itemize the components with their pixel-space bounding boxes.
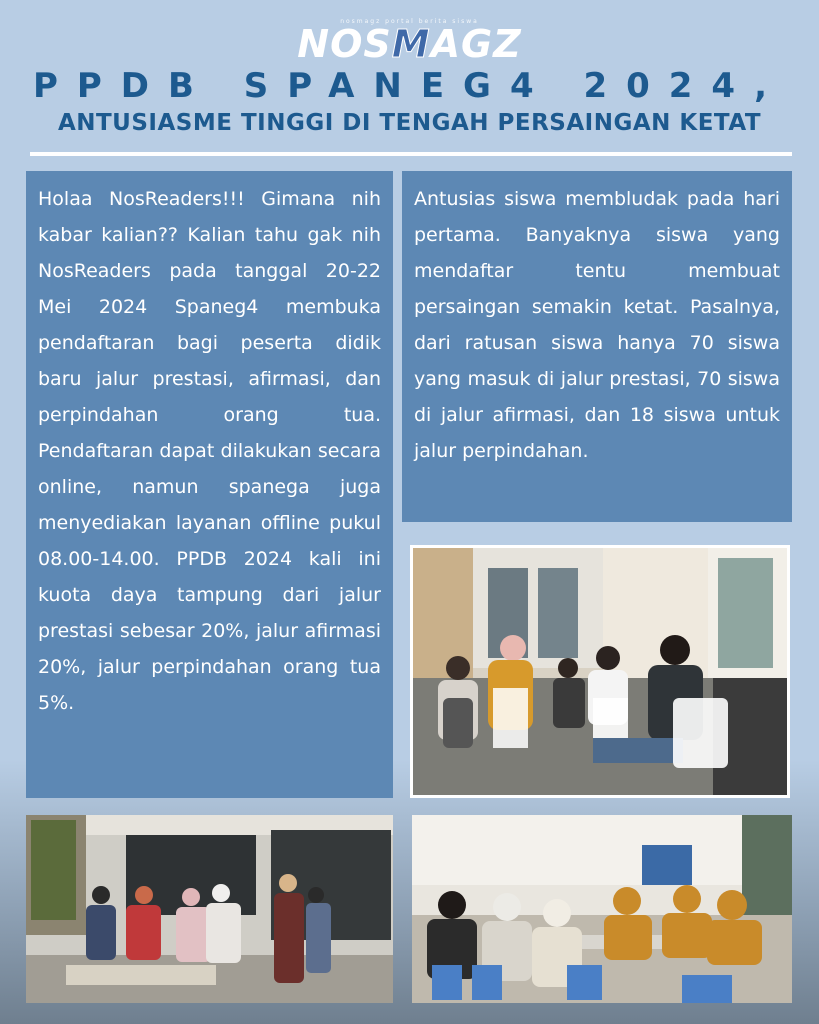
article-right-panel — [402, 171, 792, 522]
photo-courtyard-students — [26, 815, 393, 1003]
logo-text-post: AGZ — [430, 22, 522, 66]
photo-waiting-students — [410, 545, 790, 798]
brand-wordmark — [297, 22, 522, 66]
brand-tagline: nosmagz portal berita siswa — [340, 18, 479, 25]
article-right-text: Antusias siswa membludak pada hari pertama. Banyaknya siswa yang mendaftar tentu membuat persaingan semakin ketat. Pasalnya, dari ratusan siswa hanya 70 siswa yang masuk di jalur prestasi, 70 siswa di jalur afirmasi, dan 18 siswa untuk jalur perpindahan. — [414, 188, 780, 462]
logo-text-pre: NOS — [297, 22, 392, 66]
page-subtitle: ANTUSIASME TINGGI DI TENGAH PERSAINGAN KETAT — [57, 110, 762, 136]
article-left-text: Holaa NosReaders!!! Gimana nih kabar kalian?? Kalian tahu gak nih NosReaders pada tanggal 20-22 Mei 2024 Spaneg4 membuka pendaftaran bagi peserta didik baru jalur prestasi, afirmasi, dan perpindahan orang tua. Pendaftaran dapat dilakukan secara online, namun spanega juga menyediakan layanan offline pukul 08.00-14.00. PPDB 2024 kali ini kuota daya tampung dari jalur prestasi sebesar 20%, jalur afirmasi 20%, jalur perpindahan orang tua 5%. — [38, 188, 381, 714]
brand-logo — [0, 18, 819, 66]
logo-text-mid: M — [391, 22, 431, 66]
photo-classroom-registration — [412, 815, 792, 1003]
title-divider — [30, 152, 792, 156]
page-title: PPDB SPANEG4 2024, — [32, 66, 787, 106]
article-left-panel — [26, 171, 393, 798]
